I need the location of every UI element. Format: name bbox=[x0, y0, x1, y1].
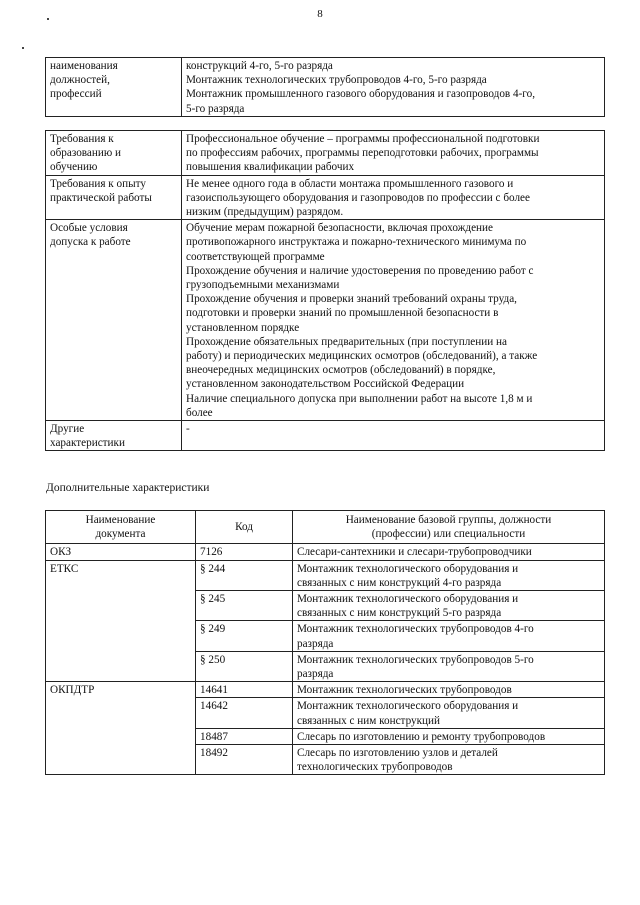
name-line: связанных с ним конструкций 5-го разряда bbox=[297, 607, 502, 620]
table-row bbox=[46, 560, 605, 590]
label-cell bbox=[46, 58, 182, 117]
value-line: Прохождение обучения и проверки знаний требований охраны труда, bbox=[186, 293, 517, 306]
value-line: подготовки и проверки знаний по промышленной безопасности в bbox=[186, 307, 499, 320]
code-cell: § 250 bbox=[196, 651, 293, 681]
name-cell bbox=[293, 544, 605, 560]
code-cell: 14642 bbox=[196, 698, 293, 728]
column-header-code bbox=[196, 511, 293, 544]
value-line: низким (предыдущим) разрядом. bbox=[186, 206, 344, 219]
value-cell bbox=[182, 421, 605, 451]
code-cell: § 244 bbox=[196, 560, 293, 590]
label-line: Требования к bbox=[50, 133, 114, 145]
value-line: внеочередных медицинских осмотров (обследований) в порядке, bbox=[186, 364, 496, 377]
value-line: Наличие специального допуска при выполнении работ на высоте 1,8 м и bbox=[186, 392, 533, 405]
value-line: противопожарного инструктажа и пожарно-технического минимума по bbox=[186, 236, 527, 249]
value-cell bbox=[182, 175, 605, 220]
table-row bbox=[46, 58, 605, 117]
name-cell bbox=[293, 621, 605, 651]
table-row bbox=[46, 131, 605, 176]
label-line: характеристики bbox=[50, 437, 125, 450]
header-line: (профессии) или специальности bbox=[371, 528, 526, 541]
code-cell: 14641 bbox=[196, 682, 293, 698]
additional-characteristics-table bbox=[45, 510, 605, 775]
name-line: Слесарь по изготовлению узлов и деталей bbox=[297, 747, 498, 760]
requirements-table bbox=[45, 130, 605, 451]
name-cell bbox=[293, 560, 605, 590]
value-line: - bbox=[186, 423, 190, 436]
page-number: 8 bbox=[317, 8, 323, 20]
value-line: соответствующей программе bbox=[186, 250, 325, 263]
name-cell bbox=[293, 728, 605, 744]
value-line: по профессиям рабочих, программы переподготовки рабочих, программы bbox=[186, 147, 539, 160]
value-line: грузоподъемными механизмами bbox=[186, 279, 340, 292]
name-line: Монтажник технологического оборудования и bbox=[297, 593, 519, 606]
label-line: наименования bbox=[50, 60, 118, 72]
name-line: разряда bbox=[297, 668, 334, 681]
code-cell: 7126 bbox=[196, 544, 293, 560]
value-line: 5-го разряда bbox=[186, 102, 245, 115]
name-cell bbox=[293, 745, 605, 775]
name-line: связанных с ним конструкций 4-го разряда bbox=[297, 576, 502, 589]
value-cell bbox=[182, 58, 605, 117]
name-cell bbox=[293, 682, 605, 698]
value-line: Прохождение обязательных предварительных (при поступлении на bbox=[186, 335, 507, 348]
header-line: Наименование базовой группы, должности bbox=[345, 514, 552, 526]
document-cell: ЕТКС bbox=[46, 560, 196, 682]
value-line: Обучение мерам пожарной безопасности, включая прохождение bbox=[186, 222, 493, 235]
label-line: должностей, bbox=[50, 74, 110, 87]
label-line: Особые условия bbox=[50, 222, 128, 235]
label-line: профессий bbox=[50, 88, 102, 101]
name-line: Монтажник технологических трубопроводов 4-го bbox=[297, 623, 534, 636]
code-cell: 18492 bbox=[196, 745, 293, 775]
name-line: связанных с ним конструкций bbox=[297, 714, 441, 727]
header-line: Код bbox=[235, 521, 253, 534]
header-line: документа bbox=[95, 528, 146, 541]
label-cell bbox=[46, 175, 182, 220]
value-line: конструкций 4-го, 5-го разряда bbox=[186, 60, 333, 72]
value-line: установленном порядке bbox=[186, 321, 300, 334]
label-cell bbox=[46, 220, 182, 421]
column-header-name bbox=[293, 511, 605, 544]
label-line: образованию и bbox=[50, 147, 122, 160]
label-line: обучению bbox=[50, 161, 98, 174]
name-line: Слесари-сантехники и слесари-трубопроводчики bbox=[297, 546, 532, 559]
column-header-document bbox=[46, 511, 196, 544]
table-row bbox=[46, 544, 605, 560]
job-titles-table bbox=[45, 57, 605, 117]
label-line: практической работы bbox=[50, 191, 152, 204]
name-line: Монтажник технологического оборудования и bbox=[297, 700, 519, 713]
value-line: Монтажник технологических трубопроводов 4-го, 5-го разряда bbox=[186, 74, 487, 87]
value-line: Прохождение обучения и наличие удостоверения по проведению работ с bbox=[186, 264, 534, 277]
name-cell bbox=[293, 591, 605, 621]
code-cell: § 245 bbox=[196, 591, 293, 621]
code-cell: § 249 bbox=[196, 621, 293, 651]
name-cell bbox=[293, 651, 605, 681]
value-line: работу) и периодических медицинских осмотров (обследований), а также bbox=[186, 350, 538, 363]
table-row bbox=[46, 682, 605, 698]
name-line: Монтажник технологических трубопроводов 5-го bbox=[297, 653, 534, 666]
scan-speck bbox=[22, 47, 24, 49]
value-line: газоиспользующего оборудования и газопроводов по профессии с более bbox=[186, 191, 530, 204]
name-line: разряда bbox=[297, 637, 334, 650]
header-row bbox=[46, 511, 605, 544]
value-line: более bbox=[186, 406, 213, 419]
label-cell bbox=[46, 131, 182, 176]
code-cell: 18487 bbox=[196, 728, 293, 744]
label-line: допуска к работе bbox=[50, 236, 131, 249]
table-row bbox=[46, 175, 605, 220]
value-line: Монтажник промышленного газового оборудования и газопроводов 4-го, bbox=[186, 88, 536, 101]
value-line: повышения квалификации рабочих bbox=[186, 161, 355, 174]
name-line: Монтажник технологического оборудования и bbox=[297, 562, 519, 575]
document-cell: ОКПДТР bbox=[46, 682, 196, 775]
value-line: Не менее одного года в области монтажа промышленного газового и bbox=[186, 177, 514, 190]
value-line: установленном законодательством Российской Федерации bbox=[186, 378, 465, 391]
value-cell bbox=[182, 220, 605, 421]
name-line: технологических трубопроводов bbox=[297, 761, 453, 774]
value-line: Профессиональное обучение – программы профессиональной подготовки bbox=[186, 133, 540, 145]
table-row bbox=[46, 421, 605, 451]
name-cell bbox=[293, 698, 605, 728]
name-line: Монтажник технологических трубопроводов bbox=[297, 684, 512, 697]
name-line: Слесарь по изготовлению и ремонту трубопроводов bbox=[297, 730, 546, 743]
label-line: Другие bbox=[50, 423, 85, 436]
label-cell bbox=[46, 421, 182, 451]
document-cell: ОКЗ bbox=[46, 544, 196, 560]
table-row bbox=[46, 220, 605, 421]
label-line: Требования к опыту bbox=[50, 177, 146, 190]
header-line: Наименование bbox=[85, 514, 156, 526]
value-cell bbox=[182, 131, 605, 176]
section-title: Дополнительные характеристики bbox=[46, 482, 210, 494]
